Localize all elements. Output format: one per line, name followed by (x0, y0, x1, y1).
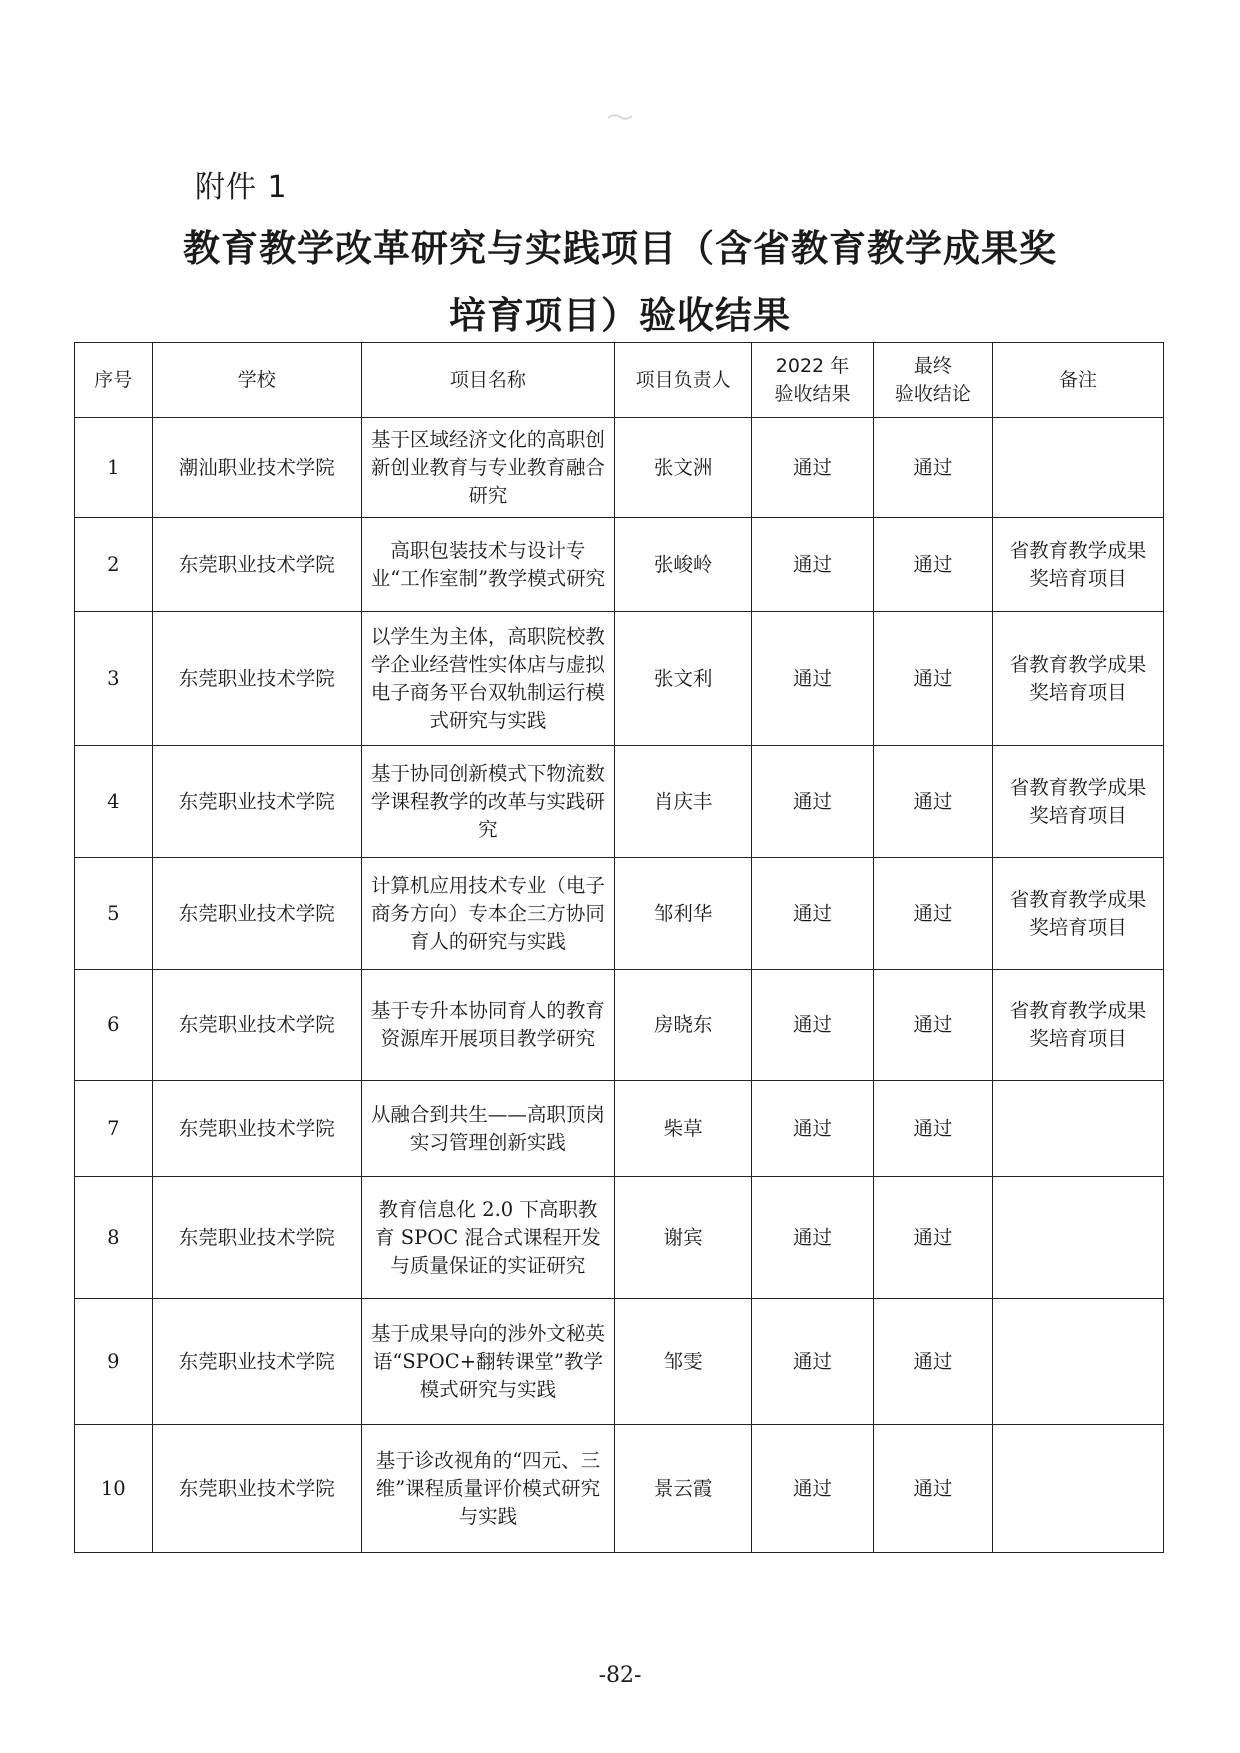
table-row (75, 970, 1164, 1081)
cell-project-name: 教育信息化 2.0 下高职教育 SPOC 混合式课程开发与质量保证的实证研究 (361, 1177, 614, 1299)
table-row (75, 418, 1164, 518)
cell-index: 1 (75, 418, 153, 518)
cell-remark: 省教育教学成果奖培育项目 (993, 858, 1164, 970)
cell-2022-result: 通过 (752, 746, 874, 858)
cell-index: 10 (75, 1425, 153, 1553)
cell-2022-result: 通过 (752, 858, 874, 970)
scan-smudge-mark (606, 112, 634, 122)
cell-remark: 省教育教学成果奖培育项目 (993, 518, 1164, 612)
cell-index: 2 (75, 518, 153, 612)
cell-index: 8 (75, 1177, 153, 1299)
cell-remark (993, 1299, 1164, 1425)
cell-2022-result: 通过 (752, 518, 874, 612)
cell-2022-result: 通过 (752, 970, 874, 1081)
cell-school: 东莞职业技术学院 (152, 518, 361, 612)
cell-project-leader: 邹雯 (615, 1299, 752, 1425)
cell-2022-result: 通过 (752, 1081, 874, 1177)
cell-project-leader: 张文利 (615, 612, 752, 746)
cell-final-conclusion: 通过 (873, 1425, 992, 1553)
cell-index: 5 (75, 858, 153, 970)
table-row (75, 1081, 1164, 1177)
document-title-line-2: 培育项目）验收结果 (449, 294, 791, 337)
cell-index: 7 (75, 1081, 153, 1177)
cell-remark: 省教育教学成果奖培育项目 (993, 746, 1164, 858)
cell-project-leader: 张峻岭 (615, 518, 752, 612)
table-row (75, 612, 1164, 746)
cell-2022-result: 通过 (752, 1177, 874, 1299)
cell-project-leader: 景云霞 (615, 1425, 752, 1553)
cell-remark: 省教育教学成果奖培育项目 (993, 612, 1164, 746)
cell-final-conclusion: 通过 (873, 1299, 992, 1425)
acceptance-results-table (74, 342, 1164, 1553)
cell-remark: 省教育教学成果奖培育项目 (993, 970, 1164, 1081)
cell-index: 4 (75, 746, 153, 858)
cell-2022-result: 通过 (752, 1299, 874, 1425)
table-row (75, 858, 1164, 970)
table-row (75, 1177, 1164, 1299)
cell-final-conclusion: 通过 (873, 970, 992, 1081)
document-title-line-1: 教育教学改革研究与实践项目（含省教育教学成果奖 (183, 227, 1057, 270)
cell-school: 东莞职业技术学院 (152, 1425, 361, 1553)
table-header-row (75, 343, 1164, 418)
cell-final-conclusion: 通过 (873, 1177, 992, 1299)
cell-final-conclusion: 通过 (873, 518, 992, 612)
table-row (75, 1299, 1164, 1425)
cell-school: 潮汕职业技术学院 (152, 418, 361, 518)
header-2022-result: 2022 年 验收结果 (752, 343, 874, 418)
cell-project-name: 高职包装技术与设计专业“工作室制”教学模式研究 (361, 518, 614, 612)
cell-index: 9 (75, 1299, 153, 1425)
table-body (75, 418, 1164, 1553)
header-remark: 备注 (993, 343, 1164, 418)
cell-project-name: 基于协同创新模式下物流数学课程教学的改革与实践研究 (361, 746, 614, 858)
cell-project-leader: 肖庆丰 (615, 746, 752, 858)
header-index: 序号 (75, 343, 153, 418)
cell-project-name: 基于区域经济文化的高职创新创业教育与专业教育融合研究 (361, 418, 614, 518)
table-row (75, 1425, 1164, 1553)
page-number: -82- (598, 1663, 642, 1688)
cell-project-leader: 房晓东 (615, 970, 752, 1081)
cell-project-name: 基于成果导向的涉外文秘英语“SPOC+翻转课堂”教学模式研究与实践 (361, 1299, 614, 1425)
cell-final-conclusion: 通过 (873, 858, 992, 970)
cell-project-name: 以学生为主体，高职院校教学企业经营性实体店与虚拟电子商务平台双轨制运行模式研究与实践 (361, 612, 614, 746)
cell-school: 东莞职业技术学院 (152, 858, 361, 970)
header-project-leader: 项目负责人 (615, 343, 752, 418)
cell-project-name: 计算机应用技术专业（电子商务方向）专本企三方协同育人的研究与实践 (361, 858, 614, 970)
cell-project-leader: 邹利华 (615, 858, 752, 970)
cell-remark (993, 1425, 1164, 1553)
cell-remark (993, 1081, 1164, 1177)
cell-project-leader: 张文洲 (615, 418, 752, 518)
cell-project-name: 从融合到共生——高职顶岗实习管理创新实践 (361, 1081, 614, 1177)
header-project-name: 项目名称 (361, 343, 614, 418)
cell-remark (993, 418, 1164, 518)
cell-index: 3 (75, 612, 153, 746)
cell-school: 东莞职业技术学院 (152, 970, 361, 1081)
cell-2022-result: 通过 (752, 1425, 874, 1553)
cell-project-leader: 谢宾 (615, 1177, 752, 1299)
header-school: 学校 (152, 343, 361, 418)
cell-school: 东莞职业技术学院 (152, 1299, 361, 1425)
table-row (75, 518, 1164, 612)
cell-project-name: 基于诊改视角的“四元、三维”课程质量评价模式研究与实践 (361, 1425, 614, 1553)
cell-school: 东莞职业技术学院 (152, 1081, 361, 1177)
cell-2022-result: 通过 (752, 418, 874, 518)
cell-remark (993, 1177, 1164, 1299)
cell-index: 6 (75, 970, 153, 1081)
cell-school: 东莞职业技术学院 (152, 1177, 361, 1299)
cell-project-name: 基于专升本协同育人的教育资源库开展项目教学研究 (361, 970, 614, 1081)
attachment-label: 附件 1 (195, 170, 288, 205)
cell-2022-result: 通过 (752, 612, 874, 746)
table-row (75, 746, 1164, 858)
cell-project-leader: 柴草 (615, 1081, 752, 1177)
cell-final-conclusion: 通过 (873, 612, 992, 746)
cell-final-conclusion: 通过 (873, 1081, 992, 1177)
cell-school: 东莞职业技术学院 (152, 746, 361, 858)
cell-final-conclusion: 通过 (873, 746, 992, 858)
cell-school: 东莞职业技术学院 (152, 612, 361, 746)
cell-final-conclusion: 通过 (873, 418, 992, 518)
header-final-conclusion: 最终 验收结论 (873, 343, 992, 418)
